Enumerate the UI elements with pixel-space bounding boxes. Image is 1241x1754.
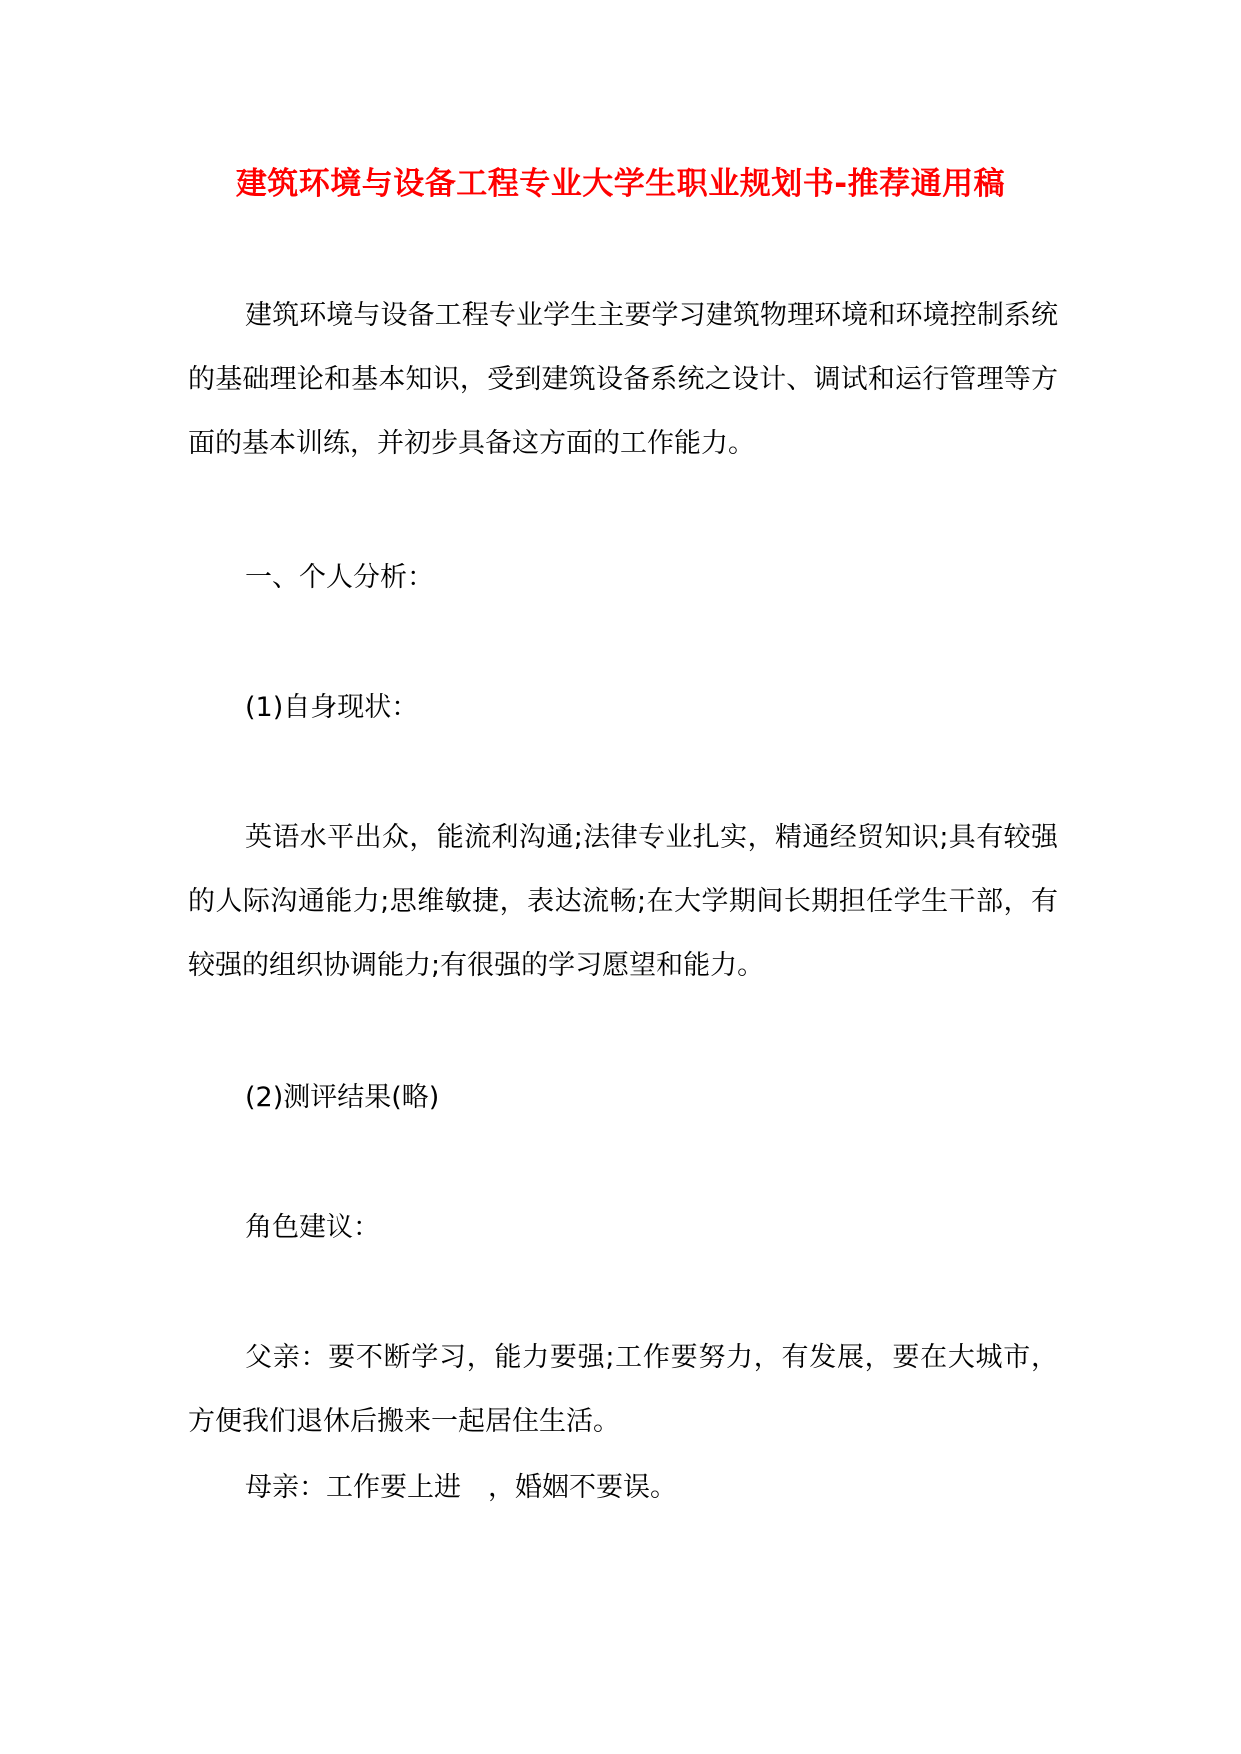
- paragraph-intro: 建筑环境与设备工程专业学生主要学习建筑物理环境和环境控制系统的基础理论和基本知识，受到建筑设备系统之设计、调试和运行管理等方面的基本训练，并初步具备这方面的工作能力。: [188, 300, 1058, 459]
- section-heading-personal-analysis: 一、个人分析：: [245, 562, 434, 593]
- paragraph-mother-advice: 母亲：工作要上进 ，婚姻不要误。: [245, 1472, 677, 1503]
- paragraph-father-advice: 父亲：要不断学习，能力要强;工作要努力，有发展，要在大城市，方便我们退休后搬来一起居住生活。: [188, 1342, 1058, 1437]
- subheading-assessment-result: (2)测评结果(略): [245, 1082, 440, 1113]
- paragraph-current-status: 英语水平出众，能流利沟通;法律专业扎实，精通经贸知识;具有较强的人际沟通能力;思维敏捷，表达流畅;在大学期间长期担任学生干部，有较强的组织协调能力;有很强的学习愿望和能力。: [188, 822, 1058, 981]
- subheading-role-advice: 角色建议：: [245, 1212, 380, 1243]
- document-title: 建筑环境与设备工程专业大学生职业规划书-推荐通用稿: [235, 166, 1006, 202]
- subheading-current-status: (1)自身现状：: [245, 692, 419, 723]
